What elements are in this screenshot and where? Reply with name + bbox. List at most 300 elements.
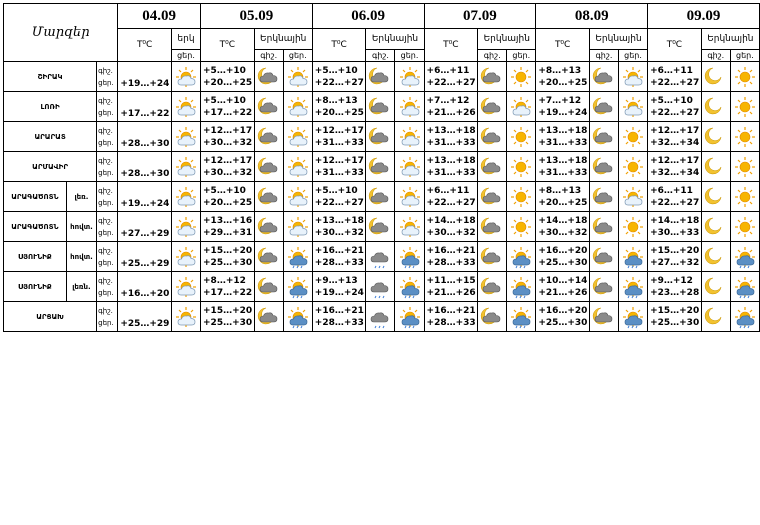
day-subheader (171, 50, 200, 62)
temp-header-text: T⁰C (219, 40, 236, 50)
day-temperature: +29…+31 (203, 227, 253, 238)
temperature-cell (424, 302, 478, 332)
day-subheader-text: ցեր. (736, 51, 754, 60)
night-sky-cell (478, 62, 507, 92)
temperature-cell (118, 212, 172, 242)
region-name-text: ՍՅՈՒՆԻՔ (18, 252, 52, 261)
night-temperature: +6…+11 (650, 65, 693, 76)
temp-header-text: T⁰C (331, 40, 347, 50)
sun-cloud-rain-icon (395, 305, 423, 329)
sun-cloud-icon (284, 185, 312, 209)
temperature-cell (648, 62, 702, 92)
moon-cloud-icon (255, 125, 283, 149)
night-label: գիշ. (98, 306, 113, 315)
night-sky-cell (478, 242, 507, 272)
sun-cloud-rain-icon (619, 275, 647, 299)
moon-cloud-icon (590, 185, 618, 209)
day-temperature: +27…+29 (120, 229, 170, 239)
night-temperature: +16…+21 (426, 245, 476, 256)
moon-icon (702, 215, 730, 239)
day-temperature: +22…+27 (650, 77, 700, 88)
night-temperature: +13…+18 (538, 125, 588, 136)
region-row (4, 152, 760, 182)
sky-header-text: Երկնային (483, 34, 530, 44)
night-sky-cell (254, 122, 283, 152)
day-label: ցեր. (98, 138, 114, 147)
temperature-cell (312, 272, 366, 302)
sun-cloud-icon (619, 95, 647, 119)
sky-header-text: երկ (177, 34, 195, 44)
night-temperature: +6…+11 (426, 185, 470, 196)
day-temperature: +19…+24 (538, 107, 588, 118)
night-temperature: +15…+20 (650, 305, 700, 316)
night-temperature: +12…+17 (650, 125, 700, 136)
sun-cloud-rain-icon (619, 245, 647, 269)
moon-cloud-icon (255, 65, 283, 89)
temperature-cell (424, 152, 478, 182)
temperature-cell (201, 302, 255, 332)
night-temperature: +13…+18 (426, 125, 476, 136)
day-temperature: +28…+33 (426, 317, 476, 328)
period-labels (97, 122, 118, 152)
sun-icon (172, 215, 200, 239)
temp-header-text: T⁰C (136, 40, 153, 50)
temperature-cell (312, 122, 366, 152)
region-name-text: ԱՐՑԱԽ (36, 312, 64, 321)
sun-cloud-rain-icon (284, 305, 312, 329)
day-temperature: +23…+28 (650, 287, 700, 298)
sky-header-text: Երկնային (260, 34, 307, 44)
region-row (4, 92, 760, 122)
region-name-text: ԱՐԱԳԱԾՈՏՆ (11, 222, 59, 231)
day-sky-cell (507, 92, 536, 122)
sun-icon (619, 215, 647, 239)
night-sky-cell (589, 272, 618, 302)
night-sky-cell (478, 212, 507, 242)
night-temperature: +8…+13 (538, 185, 582, 196)
temperature-cell (424, 122, 478, 152)
night-label: գիշ. (98, 246, 113, 255)
temperature-cell (201, 92, 255, 122)
sun-cloud-rain-icon (507, 245, 535, 269)
night-temperature: +7…+12 (538, 95, 582, 106)
day-subheader-text: ցեր. (512, 51, 531, 60)
night-sky-cell (254, 302, 283, 332)
night-label: գիշ. (98, 156, 113, 165)
day-sky-cell (507, 302, 536, 332)
day-subheader-text: ցեր. (624, 51, 642, 60)
day-sky-cell (730, 182, 759, 212)
day-temperature: +30…+32 (538, 227, 588, 238)
day-sky-cell (283, 62, 312, 92)
night-temperature: +16…+20 (538, 305, 588, 316)
period-labels (97, 242, 118, 272)
moon-cloud-icon (478, 305, 506, 329)
temperature-cell (536, 92, 590, 122)
night-sky-cell (589, 182, 618, 212)
sun-icon (507, 125, 535, 149)
sun-icon (172, 125, 200, 149)
sun-cloud-icon (284, 95, 312, 119)
temperature-cell (648, 272, 702, 302)
night-sky-cell (366, 182, 395, 212)
zone-name-text: լեռն. (72, 282, 91, 291)
day-subheader-text: ցեր. (288, 51, 307, 60)
sun-cloud-icon (284, 215, 312, 239)
sky-cell (171, 272, 200, 302)
night-temperature: +6…+11 (426, 65, 470, 76)
temperature-cell (536, 212, 590, 242)
night-temperature: +14…+18 (426, 215, 476, 226)
day-sky-cell (730, 272, 759, 302)
sun-icon (172, 65, 200, 89)
moon-cloud-icon (478, 155, 506, 179)
day-subheader-text: ցեր. (400, 51, 419, 60)
moon-icon (702, 275, 730, 299)
night-sky-cell (254, 272, 283, 302)
temperature-cell (648, 212, 702, 242)
sun-cloud-rain-icon (395, 245, 423, 269)
zone-name-text: հովտ. (70, 252, 93, 261)
sun-icon (172, 305, 200, 329)
sky-header-text: Երկնային (595, 34, 642, 44)
day-temperature: +20…+25 (203, 197, 253, 208)
sun-icon (619, 125, 647, 149)
moon-icon (702, 95, 730, 119)
night-temperature: +16…+21 (426, 305, 476, 316)
day-sky-cell (283, 272, 312, 302)
day-sky-cell (507, 242, 536, 272)
region-row (4, 122, 760, 152)
night-temperature: +7…+12 (426, 95, 470, 106)
sun-icon (172, 95, 200, 119)
sky-cell (171, 152, 200, 182)
sun-icon (731, 185, 759, 209)
day-sky-cell (283, 182, 312, 212)
night-temperature: +12…+17 (314, 125, 364, 136)
day-temperature: +25…+29 (120, 319, 170, 329)
moon-cloud-icon (590, 95, 618, 119)
date-header (424, 4, 536, 29)
moon-cloud-icon (590, 125, 618, 149)
region-row (4, 272, 760, 302)
sky-cell (171, 62, 200, 92)
day-sky-cell (619, 212, 648, 242)
temperature-cell (118, 122, 172, 152)
temperature-cell (536, 182, 590, 212)
sun-icon (507, 155, 535, 179)
day-temperature: +31…+33 (426, 137, 476, 148)
night-sky-cell (701, 152, 730, 182)
day-label: ցեր. (98, 258, 114, 267)
date-header (118, 4, 201, 29)
night-sky-cell (701, 212, 730, 242)
sun-icon (172, 185, 200, 209)
day-subheader (283, 50, 312, 62)
night-temperature: +9…+12 (650, 275, 693, 286)
night-sky-cell (478, 122, 507, 152)
temperature-cell (118, 272, 172, 302)
temperature-cell (536, 302, 590, 332)
moon-cloud-icon (255, 95, 283, 119)
day-sky-cell (730, 212, 759, 242)
night-sky-cell (366, 122, 395, 152)
moon-icon (702, 185, 730, 209)
night-sky-cell (478, 272, 507, 302)
day-sky-cell (619, 62, 648, 92)
temperature-cell (536, 272, 590, 302)
zone-name-text: հովտ. (70, 222, 93, 231)
sky-header-text: Երկնային (371, 34, 419, 44)
day-temperature: +22…+27 (314, 77, 364, 88)
day-temperature: +30…+32 (203, 167, 253, 178)
night-temperature: +5…+10 (203, 185, 246, 196)
day-temperature: +25…+30 (538, 317, 588, 328)
moon-cloud-icon (590, 155, 618, 179)
sun-cloud-icon (507, 95, 535, 119)
day-temperature: +25…+30 (203, 317, 253, 328)
night-subheader-text: գիշ. (260, 51, 278, 60)
moon-cloud-icon (255, 275, 283, 299)
day-sky-cell (395, 302, 424, 332)
night-temperature: +12…+17 (650, 155, 700, 166)
day-sky-cell (395, 92, 424, 122)
period-labels (97, 212, 118, 242)
night-sky-cell (366, 272, 395, 302)
day-sky-cell (283, 302, 312, 332)
day-temperature: +31…+33 (538, 167, 588, 178)
day-temperature: +25…+30 (650, 317, 700, 328)
day-sky-cell (730, 242, 759, 272)
day-sky-cell (619, 182, 648, 212)
night-sky-cell (366, 92, 395, 122)
night-sky-cell (366, 242, 395, 272)
night-temperature: +5…+10 (650, 95, 693, 106)
sun-cloud-icon (395, 215, 423, 239)
night-temperature: +8…+12 (203, 275, 246, 286)
night-sky-cell (254, 92, 283, 122)
sky-header (478, 29, 536, 50)
night-sky-cell (589, 152, 618, 182)
temperature-cell (312, 62, 366, 92)
night-label: գիշ. (98, 276, 113, 285)
sun-icon (507, 65, 535, 89)
sun-cloud-rain-icon (619, 305, 647, 329)
moon-cloud-icon (478, 275, 506, 299)
temperature-cell (312, 152, 366, 182)
period-labels (97, 62, 118, 92)
cloud-icon (366, 245, 394, 269)
night-temperature: +10…+14 (538, 275, 588, 286)
day-temperature: +19…+24 (314, 287, 364, 298)
night-sky-cell (701, 182, 730, 212)
day-temperature: +21…+26 (426, 107, 476, 118)
region-row (4, 212, 760, 242)
temp-header-text: T⁰C (443, 40, 459, 50)
day-temperature: +22…+27 (426, 77, 476, 88)
temperature-cell (648, 242, 702, 272)
temperature-cell (648, 122, 702, 152)
temp-header (648, 29, 702, 62)
night-subheader (478, 50, 507, 62)
day-sky-cell (730, 92, 759, 122)
day-sky-cell (395, 182, 424, 212)
night-sky-cell (589, 212, 618, 242)
sun-cloud-rain-icon (395, 275, 423, 299)
date-text: 06.09 (351, 7, 386, 24)
moon-cloud-icon (255, 305, 283, 329)
region-name-text: ԱՐԱԳԱԾՈՏՆ (11, 192, 59, 201)
period-labels (97, 92, 118, 122)
moon-cloud-icon (366, 215, 394, 239)
sky-cell (171, 92, 200, 122)
night-subheader (701, 50, 730, 62)
moon-cloud-icon (255, 155, 283, 179)
moon-cloud-icon (366, 155, 394, 179)
night-temperature: +15…+20 (203, 245, 253, 256)
night-temperature: +14…+18 (538, 215, 588, 226)
temperature-cell (424, 92, 478, 122)
day-temperature: +16…+20 (120, 289, 170, 299)
day-sky-cell (619, 302, 648, 332)
day-temperature: +19…+24 (120, 79, 170, 89)
temperature-cell (648, 92, 702, 122)
temperature-cell (536, 62, 590, 92)
sky-header (254, 29, 312, 50)
region-name-text: ԱՐՄԱՎԻՐ (32, 162, 68, 171)
night-label: գիշ. (98, 186, 113, 195)
day-sky-cell (619, 122, 648, 152)
date-text: 07.09 (463, 7, 497, 24)
night-sky-cell (701, 272, 730, 302)
day-temperature: +31…+33 (538, 137, 588, 148)
region-row (4, 182, 760, 212)
temperature-cell (424, 212, 478, 242)
night-subheader-text: գիշ. (372, 51, 389, 60)
forecast-table (3, 3, 760, 332)
day-temperature: +28…+33 (426, 257, 476, 268)
sun-cloud-rain-icon (731, 245, 759, 269)
night-sky-cell (254, 62, 283, 92)
day-temperature: +30…+32 (203, 137, 253, 148)
day-sky-cell (395, 212, 424, 242)
sun-icon (172, 245, 200, 269)
night-subheader-text: գիշ. (595, 51, 613, 60)
zone-name (66, 242, 96, 272)
night-sky-cell (701, 62, 730, 92)
day-temperature: +27…+32 (650, 257, 700, 268)
night-sky-cell (254, 242, 283, 272)
day-subheader (507, 50, 536, 62)
sun-cloud-rain-icon (507, 305, 535, 329)
sun-cloud-icon (284, 125, 312, 149)
date-text: 09.09 (686, 7, 721, 24)
temperature-cell (536, 122, 590, 152)
night-sky-cell (478, 92, 507, 122)
moon-cloud-icon (255, 245, 283, 269)
night-sky-cell (366, 152, 395, 182)
sun-icon (619, 155, 647, 179)
temp-header-text: T⁰C (554, 40, 571, 50)
region-name (4, 182, 67, 212)
day-temperature: +30…+32 (314, 227, 364, 238)
day-temperature: +25…+29 (120, 259, 170, 269)
temperature-cell (648, 302, 702, 332)
region-name (4, 212, 67, 242)
temperature-cell (118, 152, 172, 182)
sky-cell (171, 122, 200, 152)
night-temperature: +12…+17 (203, 125, 253, 136)
day-temperature: +22…+27 (650, 107, 700, 118)
moon-cloud-icon (478, 95, 506, 119)
night-temperature: +5…+10 (203, 95, 246, 106)
temperature-cell (312, 182, 366, 212)
night-temperature: +16…+21 (314, 245, 364, 256)
sun-cloud-icon (619, 185, 647, 209)
date-header (312, 4, 424, 29)
date-header (648, 4, 760, 29)
night-temperature: +16…+21 (314, 305, 364, 316)
sun-icon (731, 95, 759, 119)
day-sky-cell (507, 122, 536, 152)
sun-icon (731, 215, 759, 239)
day-temperature: +25…+30 (203, 257, 253, 268)
sky-header-text: Երկնային (707, 34, 754, 44)
moon-cloud-icon (590, 65, 618, 89)
day-temperature: +25…+30 (538, 257, 588, 268)
region-name (4, 242, 67, 272)
moon-cloud-icon (478, 245, 506, 269)
day-temperature: +20…+25 (314, 107, 364, 118)
day-sky-cell (283, 242, 312, 272)
night-label: գիշ. (98, 96, 113, 105)
day-temperature: +20…+25 (538, 77, 588, 88)
region-name-text: ՍՅՈՒՆԻՔ (18, 282, 52, 291)
day-temperature: +22…+27 (314, 197, 364, 208)
temperature-cell (201, 242, 255, 272)
day-subheader (730, 50, 759, 62)
region-column-title (4, 4, 118, 62)
temperature-cell (201, 122, 255, 152)
date-header (536, 4, 648, 29)
day-label: ցեր. (98, 288, 114, 297)
day-label: ցեր. (98, 318, 114, 327)
temperature-cell (312, 242, 366, 272)
region-row (4, 62, 760, 92)
night-sky-cell (701, 122, 730, 152)
sky-cell (171, 242, 200, 272)
sky-cell (171, 212, 200, 242)
sun-cloud-rain-icon (284, 275, 312, 299)
sun-cloud-icon (395, 185, 423, 209)
temperature-cell (201, 62, 255, 92)
night-sky-cell (589, 122, 618, 152)
moon-icon (702, 155, 730, 179)
day-sky-cell (730, 302, 759, 332)
night-sky-cell (366, 62, 395, 92)
sky-header (366, 29, 424, 50)
day-sky-cell (730, 122, 759, 152)
moon-cloud-icon (478, 125, 506, 149)
day-sky-cell (507, 272, 536, 302)
night-sky-cell (366, 302, 395, 332)
day-temperature: +28…+30 (120, 169, 170, 179)
region-name (4, 272, 67, 302)
night-temperature: +13…+16 (203, 215, 253, 226)
sky-header (589, 29, 647, 50)
day-subheader (619, 50, 648, 62)
night-sky-cell (701, 242, 730, 272)
